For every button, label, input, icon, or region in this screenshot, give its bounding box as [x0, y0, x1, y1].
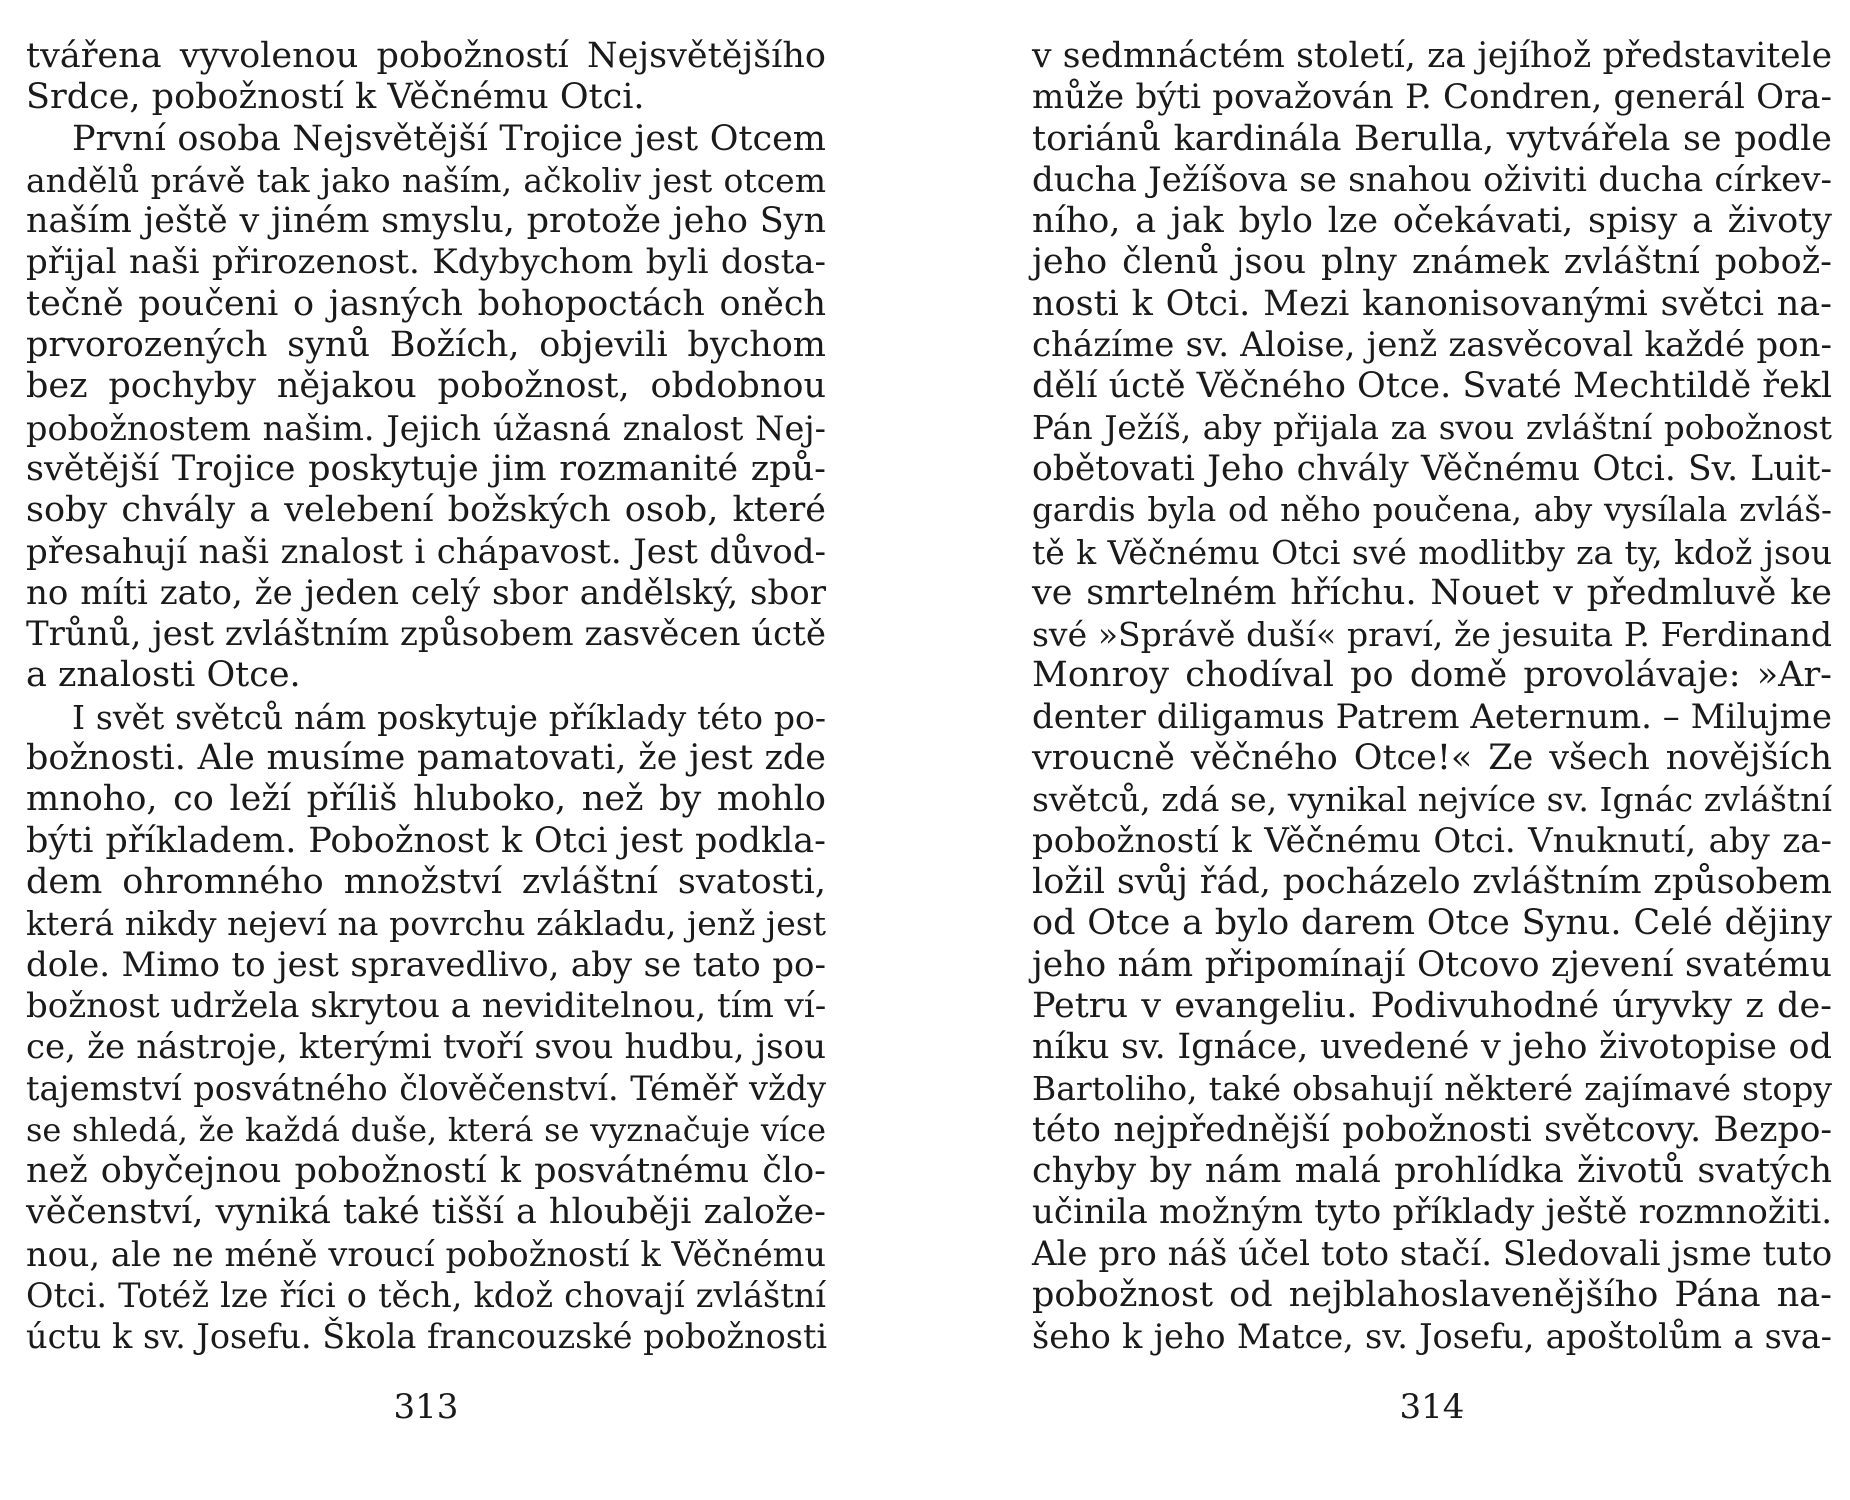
text-line: soby chvály a velebení božských osob, které	[26, 490, 826, 531]
text-line: než obyčejnou pobožností k posvátnému člo-	[26, 1151, 826, 1192]
text-line: vroucně věčného Otce!« Ze všech novějších	[1032, 738, 1832, 779]
text-line: učinila možným tyto příklady ještě rozmnožiti.	[1032, 1192, 1832, 1233]
text-line: chyby by nám malá prohlídka životů svatých	[1032, 1151, 1832, 1192]
page-number-left: 313	[393, 1387, 459, 1427]
text-line: toriánů kardinála Berulla, vytvářela se podle	[1032, 118, 1832, 159]
text-line: denter diligamus Patrem Aeternum. – Milujme	[1032, 696, 1832, 737]
text-line: věčenství, vyniká také tišší a hlouběji založe-	[26, 1192, 826, 1233]
text-line: božnosti. Ale musíme pamatovati, že jest zde	[26, 738, 826, 779]
text-line: I svět světců nám poskytuje příklady této po-	[72, 697, 826, 737]
text-line: dem ohromného množství zvláštní svatosti,	[26, 861, 826, 902]
text-line: První osoba Nejsvětější Trojice jest Otcem	[72, 118, 826, 159]
text-line: tečně poučeni o jasných bohopoctách oněch	[26, 283, 826, 324]
text-line: býti příkladem. Pobožnost k Otci jest podkla-	[26, 820, 826, 861]
text-line: úctu k sv. Josefu. Škola francouzské pobožnosti	[26, 1317, 828, 1357]
text-line: Pán Ježíš, aby přijala za svou zvláštní pobožnost	[1032, 408, 1832, 447]
text-line: pobožností k Věčnému Otci. Vnuknutí, aby za-	[1032, 820, 1832, 861]
text-line: pobožnost od nejblahoslavenějšího Pána na-	[1032, 1274, 1832, 1315]
text-line: naším ještě v jiném smyslu, protože jeho Syn	[26, 201, 826, 242]
text-line: tvářena vyvolenou pobožností Nejsvětějšího	[26, 36, 826, 76]
text-line: tě k Věčnému Otci své modlitby za ty, kdož jsou	[1032, 532, 1832, 572]
text-line: Otci. Totéž lze říci o těch, kdož chovají zvláštní	[26, 1275, 826, 1315]
text-line: jeho členů jsou plny známek zvláštní pobož-	[1032, 242, 1832, 283]
text-line: Petru v evangeliu. Podivuhodné úryvky z de-	[1032, 985, 1832, 1026]
text-line: pobožnostem našim. Jejich úžasná znalost Nej-	[26, 408, 826, 448]
right-page	[1032, 36, 1832, 1358]
text-line: Bartoliho, také obsahují některé zajímavé stopy	[1032, 1069, 1832, 1109]
text-line: bez pochyby nějakou pobožnost, obdobnou	[26, 366, 826, 407]
text-line: může býti považován P. Condren, generál Ora-	[1032, 77, 1832, 118]
text-line: ducha Ježíšova se snahou oživiti ducha církev-	[1032, 159, 1832, 200]
text-line: božnost udržela skrytou a neviditelnou, tím ví-	[26, 985, 827, 1026]
text-line: andělů právě tak jako naším, ačkoliv jest otcem	[26, 160, 826, 200]
text-line: šeho k jeho Matce, sv. Josefu, apoštolům a sva-	[1032, 1317, 1832, 1357]
left-page	[26, 36, 826, 1358]
text-line: této nejpřednější pobožnosti světcovy. Bezpo-	[1032, 1109, 1832, 1150]
text-line: mnoho, co leží příliš hluboko, než by mohlo	[26, 779, 826, 820]
text-line: ce, že nástroje, kterými tvoří svou hudbu, jsou	[26, 1027, 826, 1068]
text-line: nosti k Otci. Mezi kanonisovanými světci na-	[1032, 283, 1832, 324]
text-line: nou, ale ne méně vroucí pobožností k Věčnému	[26, 1234, 826, 1274]
text-line: Monroy chodíval po domě provolávaje: »Ar-	[1032, 655, 1832, 696]
text-line: a znalosti Otce.	[26, 655, 301, 696]
text-line: dělí úctě Věčného Otce. Svaté Mechtildě řekl	[1032, 366, 1833, 407]
text-line: své »Správě duší« praví, že jesuita P. Ferdinand	[1032, 615, 1832, 655]
page-number-right: 314	[1399, 1387, 1465, 1427]
text-line: přesahují naši znalost i chápavost. Jest důvod-	[26, 531, 826, 572]
text-line: prvorozených synů Božích, objevili bychom	[26, 325, 826, 366]
text-line: přijal naši přirozenost. Kdybychom byli dosta-	[26, 242, 826, 283]
text-line: světců, zdá se, vynikal nejvíce sv. Ignác zvláštní	[1032, 780, 1832, 820]
text-line: tajemství posvátného člověčenství. Téměř vždy	[26, 1069, 826, 1109]
text-line: níku sv. Ignáce, uvedené v jeho životopise od	[1032, 1027, 1832, 1068]
text-line: ve smrtelném hříchu. Nouet v předmluvě ke	[1032, 572, 1832, 613]
text-line: Trůnů, jest zvláštním způsobem zasvěcen úctě	[26, 614, 826, 655]
text-line: gardis byla od něho poučena, aby vysílala zvláš-	[1032, 491, 1832, 530]
text-line: Ale pro náš účel toto stačí. Sledovali jsme tuto	[1032, 1233, 1833, 1274]
text-line: která nikdy nejeví na povrchu základu, jenž jest	[26, 904, 826, 944]
text-line: no míti zato, že jeden celý sbor andělský, sbor	[26, 572, 826, 613]
text-line: Srdce, pobožností k Věčnému Otci.	[26, 77, 645, 118]
text-line: jeho nám připomínají Otcovo zjevení svatému	[1032, 944, 1832, 985]
text-line: světější Trojice poskytuje jim rozmanité způ-	[26, 448, 826, 489]
text-line: od Otce a bylo darem Otce Synu. Celé dějiny	[1032, 903, 1832, 944]
text-line: v sedmnáctém století, za jejíhož představitele	[1032, 36, 1832, 76]
text-line: obětovati Jeho chvály Věčnému Otci. Sv. Luit-	[1032, 448, 1832, 489]
text-line: se shledá, že každá duše, která se vyznačuje více	[26, 1110, 826, 1149]
text-line: ního, a jak bylo lze očekávati, spisy a životy	[1032, 201, 1832, 242]
text-line: cházíme sv. Aloise, jenž zasvěcoval každé pon-	[1032, 325, 1832, 366]
text-line: dole. Mimo to jest spravedlivo, aby se tato po-	[26, 944, 826, 985]
text-line: ložil svůj řád, pocházelo zvláštním způsobem	[1032, 861, 1832, 902]
